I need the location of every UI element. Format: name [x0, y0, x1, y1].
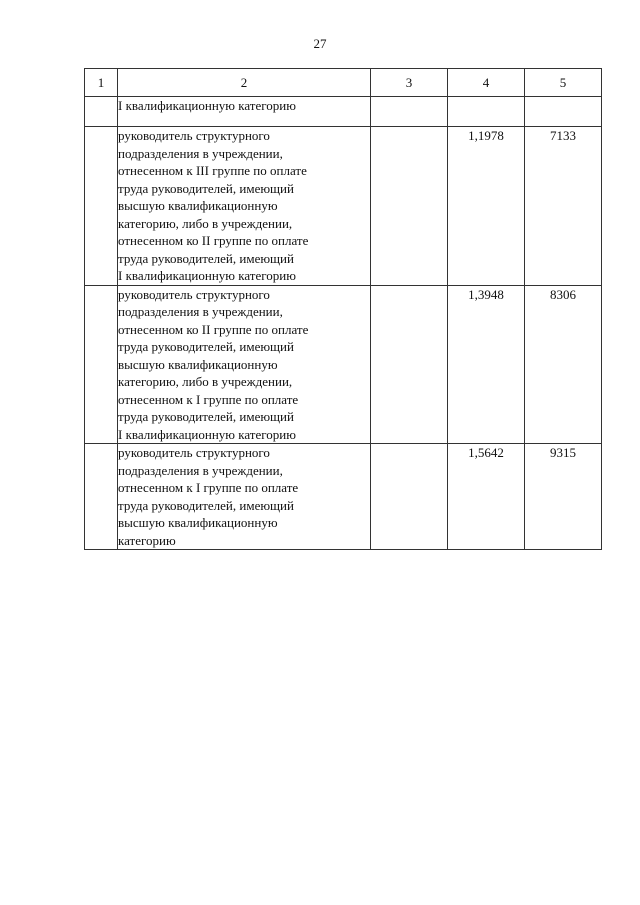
cell-empty: [85, 97, 118, 127]
header-cell-4: 4: [448, 69, 525, 97]
header-cell-3: 3: [371, 69, 448, 97]
table-row: [85, 127, 602, 286]
header-cell-1: 1: [85, 69, 118, 97]
position-description: I квалификационную категорию: [118, 98, 296, 113]
row-number-cell: [85, 285, 118, 444]
column-3-cell: [371, 285, 448, 444]
cell-empty: [525, 97, 602, 127]
position-description: руководитель структурного подразделения в учреждении, отнесенном к I группе по оплате труда руководителей, имеющий высшую квалификационную категорию: [118, 445, 299, 548]
continuation-row: [85, 97, 602, 127]
coefficient-cell: 1,1978: [448, 127, 525, 286]
position-description: руководитель структурного подразделения в учреждении, отнесенном ко II группе по оплате труда руководителей, имеющий высшую квалификационную категорию, либо в учреждении, отнесенном к I группе по оплате труда руководителей, имеющий I квалификационную категорию: [118, 286, 309, 442]
page-number: 27: [313, 36, 327, 51]
table-header-row: [85, 69, 602, 97]
salary-coefficient-table: [84, 68, 602, 550]
salary-cell: 7133: [525, 127, 602, 286]
row-number-cell: [85, 127, 118, 286]
position-description: руководитель структурного подразделения в учреждении, отнесенном к III группе по оплате труда руководителей, имеющий высшую квалификационную категорию, либо в учреждении, отнесенном ко II группе по оплате труда руководителей, имеющий I квалификационную категорию: [118, 128, 309, 283]
table-row: [85, 444, 602, 550]
cell-empty: [448, 97, 525, 127]
column-3-cell: [371, 444, 448, 550]
header-cell-2: 2: [118, 69, 371, 97]
row-number-cell: [85, 444, 118, 550]
table-row: [85, 285, 602, 444]
header-cell-5: 5: [525, 69, 602, 97]
column-3-cell: [371, 127, 448, 286]
coefficient-cell: 1,3948: [448, 285, 525, 444]
salary-cell: 8306: [525, 285, 602, 444]
salary-cell: 9315: [525, 444, 602, 550]
cell-empty: [371, 97, 448, 127]
coefficient-cell: 1,5642: [448, 444, 525, 550]
